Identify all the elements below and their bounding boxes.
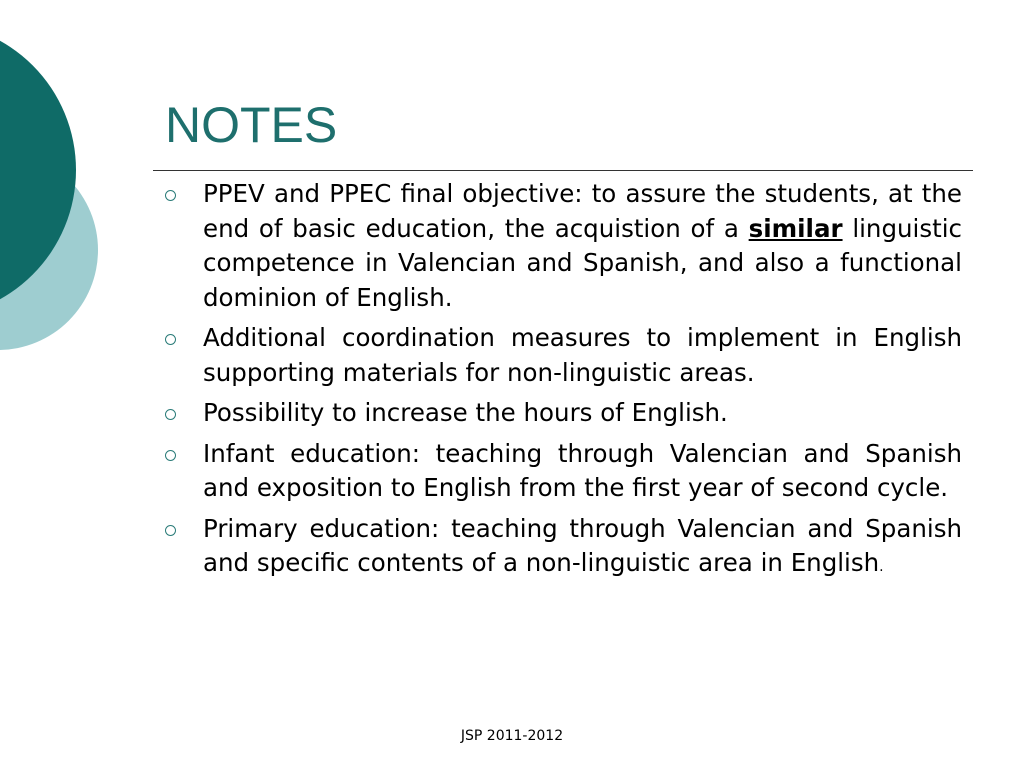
bullet-item bbox=[162, 512, 962, 585]
bullet-item bbox=[162, 321, 962, 390]
title-divider bbox=[153, 170, 973, 171]
bullet-text-end: linguistic competence in Valencian and Spanish, and also a functional dominion of English. bbox=[203, 213, 962, 312]
slide-title: NOTES bbox=[165, 97, 338, 153]
circle-bullet-icon bbox=[165, 334, 176, 345]
bullet-item bbox=[162, 396, 962, 431]
bullet-text: Primary education: teaching through Valencian and Spanish and specific contents of a non-linguistic area in English bbox=[203, 513, 962, 577]
bullet-item bbox=[162, 437, 962, 506]
bullet-item bbox=[162, 177, 962, 315]
emphasis-text: similar bbox=[748, 213, 843, 243]
bullet-list bbox=[162, 177, 962, 591]
bullet-trailing-period: . bbox=[879, 559, 884, 575]
slide-footer: JSP 2011-2012 bbox=[460, 728, 564, 744]
circle-bullet-icon bbox=[165, 450, 176, 461]
bullet-text: Additional coordination measures to implement in English supporting materials for non-linguistic areas. bbox=[203, 323, 962, 387]
bullet-text: Infant education: teaching through Valencian and Spanish and exposition to English from the first year of second cycle. bbox=[203, 438, 962, 502]
bullet-text: Possibility to increase the hours of English. bbox=[203, 398, 728, 427]
circle-bullet-icon bbox=[165, 525, 176, 536]
bullet-text-start: PPEV and PPEC final objective: to assure the students, at the end of basic education, the acquistion of a bbox=[203, 179, 962, 243]
circle-bullet-icon bbox=[165, 190, 176, 201]
decorative-circles bbox=[0, 0, 110, 420]
circle-bullet-icon bbox=[165, 409, 176, 420]
